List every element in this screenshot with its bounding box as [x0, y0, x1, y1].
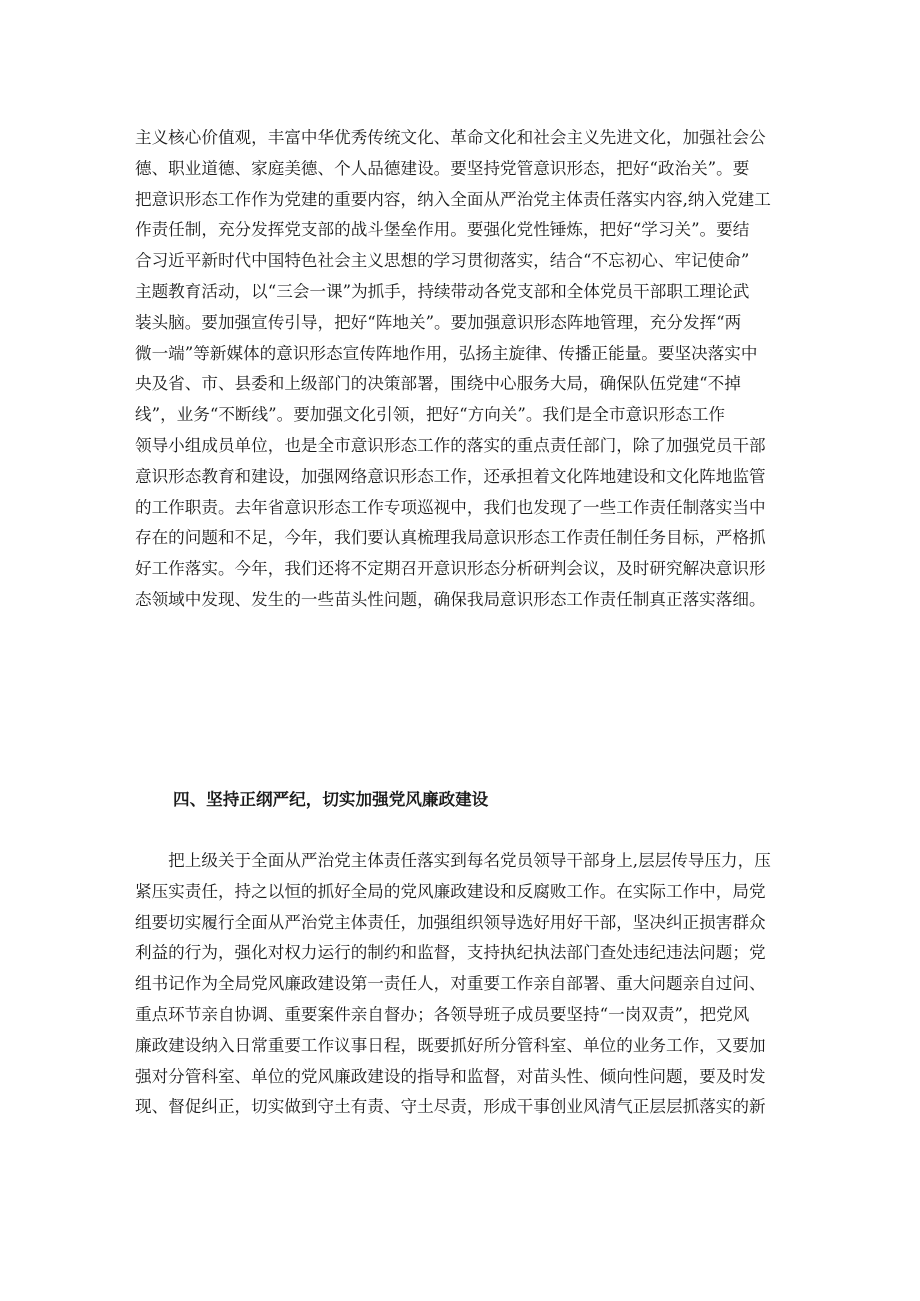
text-line: 把意识形态工作作为党建的重要内容，纳入全面从严治党主体责任落实内容,纳入党建工: [135, 189, 771, 209]
text-line: 线”，业务“不断线”。要加强文化引领，把好“方向关”。我们是全市意识形态工作: [135, 405, 726, 425]
text-line: 央及省、市、县委和上级部门的决策部署，围绕中心服务大局，确保队伍党建“不掉: [135, 374, 741, 394]
text-line: 存在的问题和不足，今年，我们要认真梳理我局意识形态工作责任制任务目标，严格抓: [135, 528, 766, 548]
text-line: 主题教育活动，以“三会一课”为抓手，持续带动各党支部和全体党员干部职工理论武: [135, 281, 750, 301]
text-line: 把上级关于全面从严治党主体责任落实到每名党员领导干部身上,层层传导压力，压: [135, 851, 771, 870]
text-line: 微一端”等新媒体的意识形态宣传阵地作用，弘扬主旋律、传播正能量。要坚决落实中: [135, 343, 758, 363]
text-line: 主义核心价值观，丰富中华优秀传统文化、革命文化和社会主义先进文化，加强社会公: [135, 128, 766, 147]
text-line: 态领域中发现、发生的一些苗头性问题，确保我局意识形态工作责任制真正落实落细。: [135, 589, 766, 609]
text-line: 作责任制，充分发挥党支部的战斗堡垒作用。要强化党性锤炼，把好“学习关”。要结: [135, 220, 750, 240]
paragraph-party-conduct: [135, 846, 795, 1123]
text-line: 重点环节亲自协调、重要案件亲自督办；各领导班子成员要坚持“一岗双责”，把党风: [135, 1004, 750, 1024]
text-line: 德、职业道德、家庭美德、个人品德建设。要坚持党管意识形态，把好“政治关”。要: [135, 158, 750, 178]
text-line: 利益的行为，强化对权力运行的制约和监督，支持执纪执法部门查处违纪违法问题；党: [135, 943, 766, 963]
text-line: 组要切实履行全面从严治党主体责任，加强组织领导选好用好干部，坚决纠正损害群众: [135, 912, 766, 932]
paragraph-ideology-work: [135, 123, 795, 616]
text-line: 领导小组成员单位，也是全市意识形态工作的落实的重点责任部门，除了加强党员干部: [135, 435, 766, 455]
text-line: 合习近平新时代中国特色社会主义思想的学习贯彻落实，结合“不忘初心、牢记使命”: [135, 251, 750, 271]
text-line: 廉政建设纳入日常重要工作议事日程，既要抓好所分管科室、单位的业务工作，又要加: [135, 1035, 766, 1055]
text-line: 装头脑。要加强宣传引导，把好“阵地关”。要加强意识形态阵地管理，充分发挥“两: [135, 312, 742, 332]
text-line: 紧压实责任，持之以恒的抓好全局的党风廉政建设和反腐败工作。在实际工作中，局党: [135, 881, 766, 901]
text-line: 组书记作为全局党风廉政建设第一责任人，对重要工作亲自部署、重大问题亲自过问、: [135, 974, 766, 994]
section-heading: 四、坚持正纲严纪，切实加强党风廉政建设: [173, 789, 489, 809]
text-line: 意识形态教育和建设，加强网络意识形态工作，还承担着文化阵地建设和文化阵地监管: [135, 466, 766, 486]
text-line: 强对分管科室、单位的党风廉政建设的指导和监督，对苗头性、倾向性问题，要及时发: [135, 1066, 766, 1086]
text-line: 好工作落实。今年，我们还将不定期召开意识形态分析研判会议，及时研究解决意识形: [135, 559, 766, 579]
text-line: 现、督促纠正，切实做到守土有责、守土尽责，形成干事创业风清气正层层抓落实的新: [135, 1097, 766, 1117]
text-line: 的工作职责。去年省意识形态工作专项巡视中，我们也发现了一些工作责任制落实当中: [135, 497, 766, 517]
